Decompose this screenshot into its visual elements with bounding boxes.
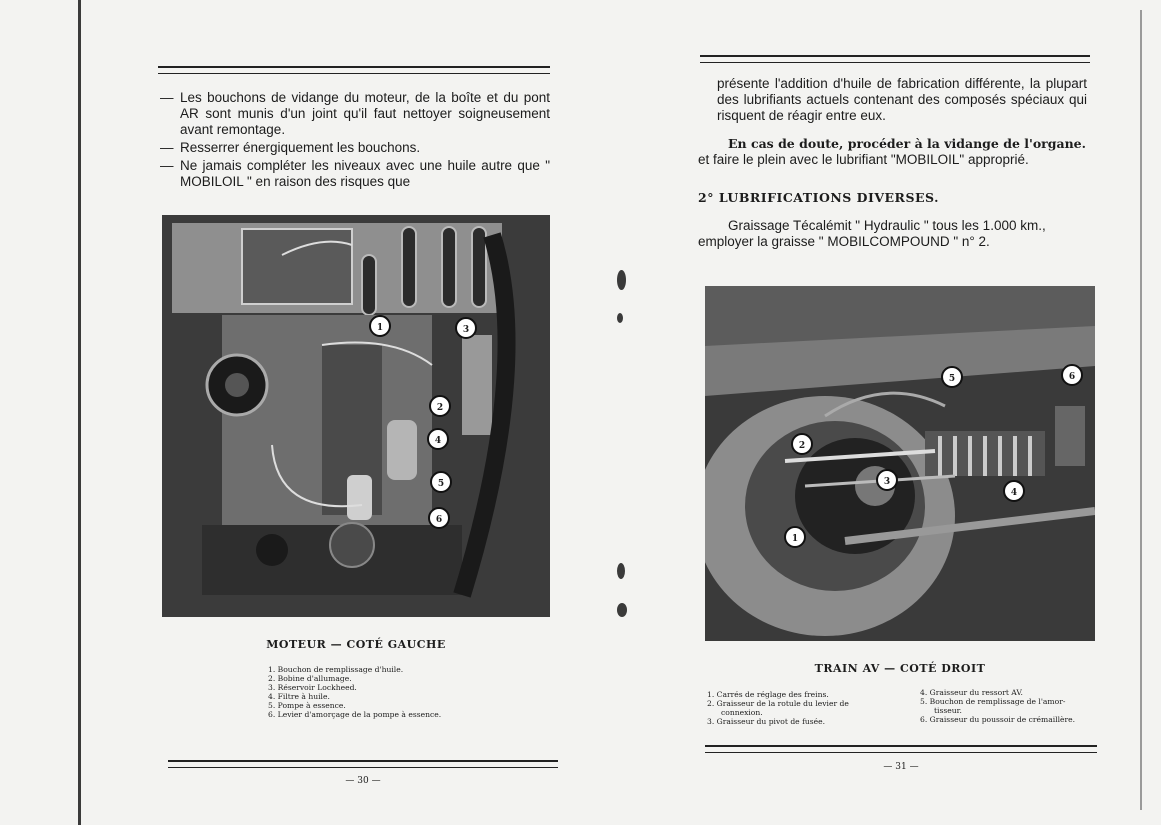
- bottom-rule: [705, 745, 1097, 753]
- callout-1: 1: [784, 526, 806, 548]
- legend-item: 4. Graisseur du ressort AV.: [920, 688, 1023, 697]
- paragraph-advice: [698, 136, 1093, 168]
- legend-item: 2. Graisseur de la rotule du levier de: [707, 699, 849, 708]
- legend-item: 6. Levier d'amorçage de la pompe à essence.: [268, 710, 442, 719]
- top-rule: [158, 66, 550, 74]
- legend-item: 6. Graisseur du poussoir de crémaillère.: [920, 715, 1076, 724]
- engine-photo: [162, 215, 550, 617]
- legend-item: 1. Carrés de réglage des freins.: [707, 690, 829, 699]
- legend-item: 3. Réservoir Lockheed.: [268, 683, 357, 692]
- paragraph-continuation: présente l'addition d'huile de fabrication différente, la plupart des lubrifiants actuels contenant des composés spéciaux qui risquent de réagir entre eux.: [717, 76, 1087, 123]
- advice-bold: En cas de doute, procéder à la vidange de l'organe.: [728, 136, 1086, 151]
- callout-2: 2: [791, 433, 813, 455]
- section-heading: [698, 190, 939, 205]
- legend-item: 3. Graisseur du pivot de fusée.: [707, 717, 826, 726]
- engine-photo-illustration: [162, 215, 550, 617]
- bullet-item: — Les bouchons de vidange du moteur, de la boîte et du pont AR sont munis d'un joint qu'il faut nettoyer soigneusement avant remontage.: [160, 90, 550, 137]
- photo-caption: MOTEUR — COTÉ GAUCHE: [266, 638, 446, 651]
- page-number: — 31 —: [883, 762, 919, 772]
- ink-blot: [617, 563, 625, 579]
- bullet-item: — Resserrer énergiquement les bouchons.: [160, 140, 421, 155]
- callout-5: 5: [430, 471, 452, 493]
- legend-item: connexion.: [721, 708, 763, 717]
- callout-1: 1: [369, 315, 391, 337]
- bullet-item: — Ne jamais compléter les niveaux avec une huile autre que " MOBILOIL " en raison des risques que: [160, 158, 550, 189]
- legend-list: [268, 665, 441, 719]
- section-title: LUBRIFICATIONS DIVERSES.: [718, 190, 939, 205]
- ink-blot: [617, 313, 623, 323]
- legend-item: 2. Bobine d'allumage.: [268, 674, 352, 683]
- callout-4: 4: [1003, 480, 1025, 502]
- ink-blot: [617, 270, 626, 290]
- legend-list-left: [707, 690, 849, 726]
- paragraph-greasing: Graissage Técalémit " Hydraulic " tous les 1.000 km., employer la graisse " MOBILCOMPOUND " n° 2.: [698, 218, 1046, 249]
- front-axle-photo-illustration: [705, 286, 1095, 641]
- photo-caption: TRAIN AV — COTÉ DROIT: [814, 662, 986, 675]
- legend-list-right: [920, 688, 1075, 724]
- legend-item: 1. Bouchon de remplissage d'huile.: [268, 665, 404, 674]
- callout-6: 6: [1061, 364, 1083, 386]
- legend-item: 4. Filtre à huile.: [268, 692, 330, 701]
- page-number: — 30 —: [345, 776, 381, 786]
- bullet-list: [160, 90, 550, 192]
- callout-3: 3: [455, 317, 477, 339]
- section-number: 2°: [698, 190, 714, 205]
- callout-4: 4: [427, 428, 449, 450]
- page-edge: [1140, 10, 1142, 810]
- callout-2: 2: [429, 395, 451, 417]
- binding-edge: [78, 0, 81, 825]
- legend-item: 5. Bouchon de remplissage de l'amor-: [920, 697, 1066, 706]
- bottom-rule: [168, 760, 558, 768]
- legend-item: tisseur.: [934, 706, 962, 715]
- legend-item: 5. Pompe à essence.: [268, 701, 346, 710]
- ink-blot: [617, 603, 627, 617]
- front-axle-photo: [705, 286, 1095, 641]
- advice-rest: et faire le plein avec le lubrifiant "MOBILOIL" approprié.: [698, 152, 1029, 167]
- callout-5: 5: [941, 366, 963, 388]
- callout-6: 6: [428, 507, 450, 529]
- callout-3: 3: [876, 469, 898, 491]
- top-rule: [700, 55, 1090, 63]
